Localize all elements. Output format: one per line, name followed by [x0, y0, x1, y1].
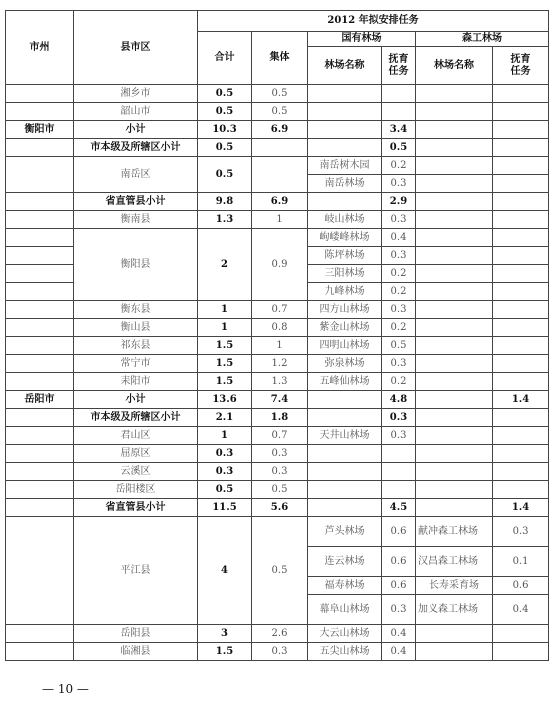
- header-county: 县市区: [74, 11, 198, 85]
- header-sengong-farms: 森工林场: [416, 32, 549, 47]
- page-number: — 10 —: [42, 682, 89, 696]
- table-row: 衡阳市 小计 10.3 6.9 3.4: [6, 121, 549, 139]
- table-row: 平江县 4 0.5 芦头林场 0.6 献冲森工林场 0.3: [6, 517, 549, 547]
- table-row: 祁东县 1.5 1 四明山林场 0.5: [6, 337, 549, 355]
- table-row: 岳阳县 3 2.6 大云山林场 0.4: [6, 625, 549, 643]
- table-row: 岳阳市 小计 13.6 7.4 4.8 1.4: [6, 391, 549, 409]
- header-task: 抚育 任务: [382, 47, 416, 85]
- table-row: 九峰林场 0.2: [6, 283, 549, 301]
- table-row: 市本级及所辖区小计 0.5 0.5: [6, 139, 549, 157]
- table-row: 衡南县 1.3 1 岐山林场 0.3: [6, 211, 549, 229]
- city-name: 岳阳市: [6, 391, 74, 409]
- table-row: 市本级及所辖区小计 2.1 1.8 0.3: [6, 409, 549, 427]
- table-row: 幕阜山林场 0.3 加义森工林场 0.4: [6, 595, 549, 625]
- header-total: 合计: [198, 32, 252, 85]
- header-sg-farm-name: 林场名称: [416, 47, 493, 85]
- table-row: 岳阳楼区 0.5 0.5: [6, 481, 549, 499]
- header-state-farms: 国有林场: [308, 32, 416, 47]
- table-row: 韶山市 0.5 0.5: [6, 103, 549, 121]
- table-row: 耒阳市 1.5 1.3 五峰仙林场 0.2: [6, 373, 549, 391]
- header-collective: 集体: [252, 32, 308, 85]
- header-city: 市州: [6, 11, 74, 85]
- table-row: 福寿林场 0.6 长寿采育场 0.6: [6, 577, 549, 595]
- table-row: 屈原区 0.3 0.3: [6, 445, 549, 463]
- table-row: 南岳区 0.5 南岳树木园 0.2: [6, 157, 549, 175]
- table-row: 君山区 1 0.7 天井山林场 0.3: [6, 427, 549, 445]
- table-row: 衡山县 1 0.8 紫金山林场 0.2: [6, 319, 549, 337]
- forest-task-table: [5, 10, 549, 661]
- table-row: 连云林场 0.6 汉昌森工林场 0.1: [6, 547, 549, 577]
- table-row: 省直管县小计 9.8 6.9 2.9: [6, 193, 549, 211]
- table-row: 省直管县小计 11.5 5.6 4.5 1.4: [6, 499, 549, 517]
- table-row: 云溪区 0.3 0.3: [6, 463, 549, 481]
- city-name: 衡阳市: [6, 121, 74, 139]
- table-row: 湘乡市 0.5 0.5: [6, 85, 549, 103]
- table-row: 陈坪林场 0.3: [6, 247, 549, 265]
- header-farm-name: 林场名称: [308, 47, 382, 85]
- header-sg-task: 抚育 任务: [493, 47, 549, 85]
- table-row: 常宁市 1.5 1.2 弥泉林场 0.3: [6, 355, 549, 373]
- table-row: 临湘县 1.5 0.3 五尖山林场 0.4: [6, 643, 549, 661]
- header-2012-title: 2012 年拟安排任务: [198, 11, 549, 32]
- table-row: 衡东县 1 0.7 四方山林场 0.3: [6, 301, 549, 319]
- table-row: 三阳林场 0.2: [6, 265, 549, 283]
- table-row: 衡阳县 2 0.9 岣嵝峰林场 0.4: [6, 229, 549, 247]
- table-row: 南岳林场 0.3: [6, 175, 549, 193]
